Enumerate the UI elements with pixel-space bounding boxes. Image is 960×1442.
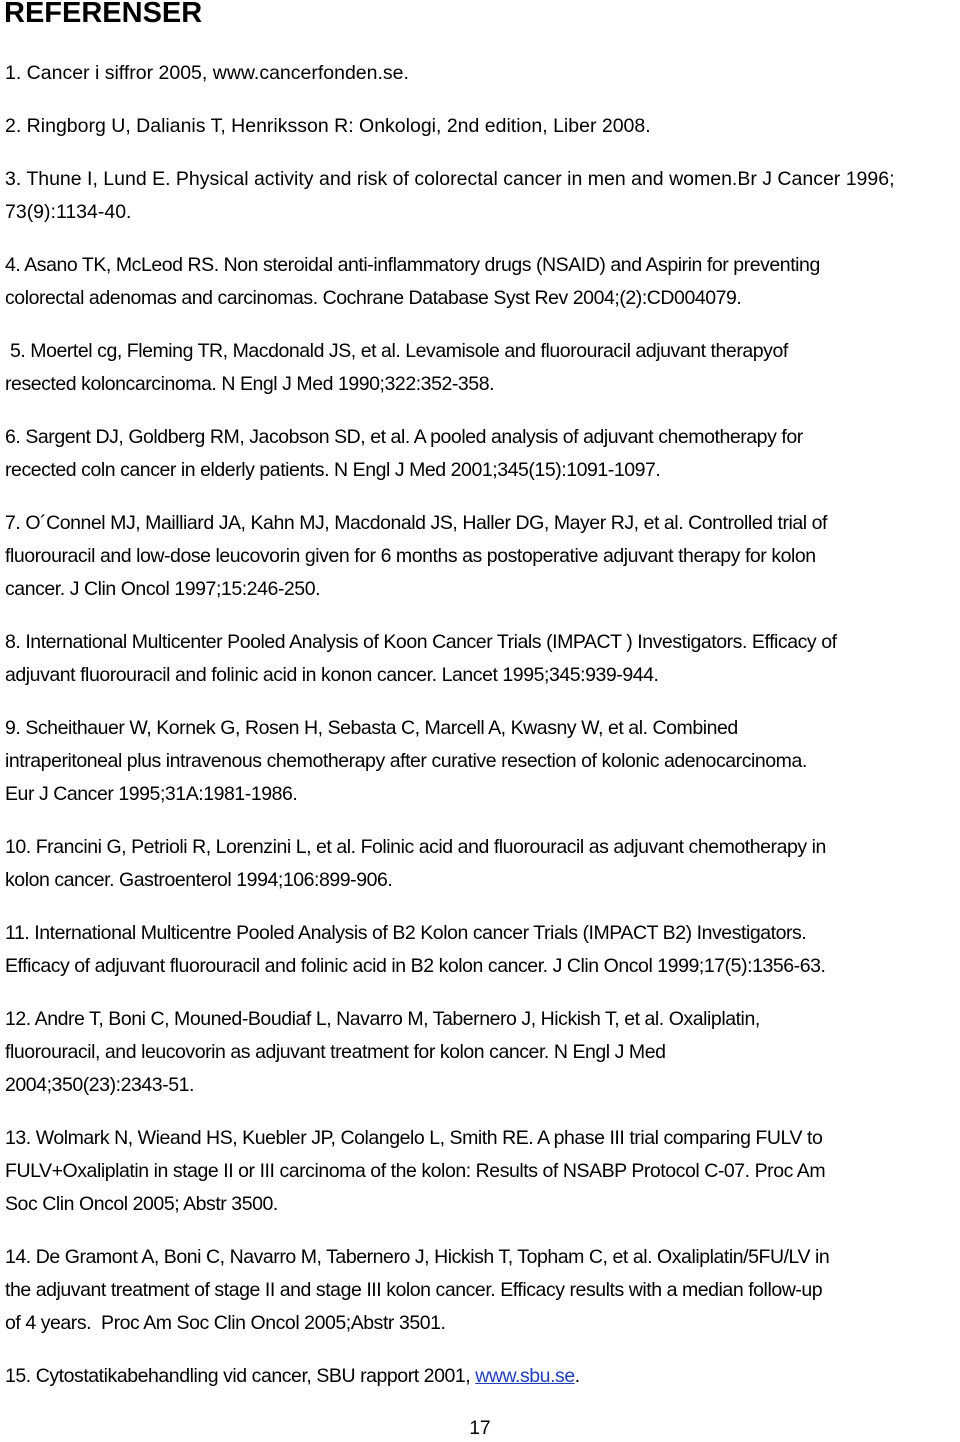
page-title: REFERENSER [4, 0, 203, 29]
reference-item: 7. O´Connel MJ, Mailliard JA, Kahn MJ, Macdonald JS, Haller DG, Mayer RJ, et al. Controlled trial of fluorouracil and low-dose leucovorin given for 6 months as postoperative adjuvant therapy for kolon cancer. J Clin Oncol 1997;15:246-250. [5, 512, 827, 600]
reference-item: 11. International Multicentre Pooled Analysis of B2 Kolon cancer Trials (IMPACT B2) Investigators. Efficacy of adjuvant fluorouracil and folinic acid in B2 kolon cancer. J Clin Oncol 1999;17(5):1356-63. [5, 922, 826, 977]
reference-item: 5. Moertel cg, Fleming TR, Macdonald JS, et al. Levamisole and fluorouracil adjuvant therapyof resected koloncarcinoma. N Engl J Med 1990;322:352-358. [5, 340, 788, 395]
reference-item: 14. De Gramont A, Boni C, Navarro M, Tabernero J, Hickish T, Topham C, et al. Oxaliplatin/5FU/LV in the adjuvant treatment of stage II and stage III kolon cancer. Efficacy results with a median follow-up of 4 years. Proc Am Soc Clin Oncol 2005;Abstr 3501. [5, 1246, 830, 1334]
reference-item [5, 1360, 957, 1393]
reference-item: 12. Andre T, Boni C, Mouned-Boudiaf L, Navarro M, Tabernero J, Hickish T, et al. Oxaliplatin, fluorouracil, and leucovorin as adjuvant treatment for kolon cancer. N Engl J Med 2004;350(23):2343-51. [5, 1008, 760, 1096]
reference-suffix: . [574, 1365, 580, 1387]
reference-item: 1. Cancer i siffror 2005, www.cancerfonden.se. [5, 62, 409, 84]
page-number: 17 [469, 1418, 491, 1439]
reference-item: 2. Ringborg U, Dalianis T, Henriksson R: Onkologi, 2nd edition, Liber 2008. [5, 115, 651, 137]
reference-item: 9. Scheithauer W, Kornek G, Rosen H, Sebasta C, Marcell A, Kwasny W, et al. Combined intraperitoneal plus intravenous chemotherapy after curative resection of kolonic adenocarcinoma. Eur J Cancer 1995;31A:1981-1986. [5, 717, 807, 805]
reference-list [5, 57, 957, 1393]
reference-item: 8. International Multicenter Pooled Analysis of Koon Cancer Trials (IMPACT ) Investigators. Efficacy of adjuvant fluorouracil and folinic acid in konon cancer. Lancet 1995;345:939-944. [5, 631, 837, 686]
reference-item: 4. Asano TK, McLeod RS. Non steroidal anti-inflammatory drugs (NSAID) and Aspirin for preventing colorectal adenomas and carcinomas. Cochrane Database Syst Rev 2004;(2):CD004079. [5, 254, 820, 309]
reference-text: 15. Cytostatikabehandling vid cancer, SBU rapport 2001, [5, 1365, 476, 1387]
reference-item: 3. Thune I, Lund E. Physical activity and risk of colorectal cancer in men and women.Br J Cancer 1996; 73(9):1134-40. [5, 168, 895, 223]
sbu-link[interactable]: www.sbu.se [475, 1365, 575, 1387]
reference-item: 13. Wolmark N, Wieand HS, Kuebler JP, Colangelo L, Smith RE. A phase III trial comparing FULV to FULV+Oxaliplatin in stage II or III carcinoma of the kolon: Results of NSABP Protocol C-07. Proc Am Soc Clin Oncol 2005; Abstr 3500. [5, 1127, 826, 1215]
reference-item: 6. Sargent DJ, Goldberg RM, Jacobson SD, et al. A pooled analysis of adjuvant chemotherapy for recected coln cancer in elderly patients. N Engl J Med 2001;345(15):1091-1097. [5, 426, 803, 481]
reference-item: 10. Francini G, Petrioli R, Lorenzini L, et al. Folinic acid and fluorouracil as adjuvant chemotherapy in kolon cancer. Gastroenterol 1994;106:899-906. [5, 836, 826, 891]
